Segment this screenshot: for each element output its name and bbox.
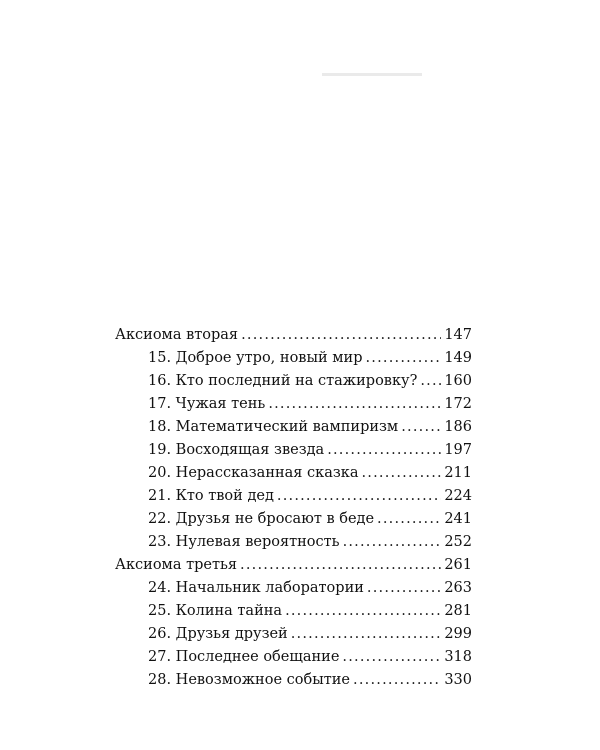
dot-leader: [366, 347, 442, 370]
toc-chapter-title: 18. Математический вампиризм: [148, 419, 399, 435]
dot-leader: [291, 623, 442, 646]
toc-part-title: Аксиома третья: [115, 557, 238, 573]
toc-page-number: 224: [444, 488, 472, 504]
dot-leader: [343, 531, 442, 554]
faint-show-through-mark: [322, 66, 422, 78]
toc-page-number: 330: [444, 672, 472, 688]
toc-page-number: 172: [444, 396, 472, 412]
toc-chapter-row[interactable]: [148, 393, 472, 416]
toc-page-number: 318: [444, 649, 472, 665]
toc-page-number: 263: [444, 580, 472, 596]
dot-leader: [377, 508, 441, 531]
toc-page-number: 160: [444, 373, 472, 389]
toc-chapter-row[interactable]: [148, 347, 472, 370]
dot-leader: [353, 669, 441, 692]
toc-chapter-row[interactable]: [148, 669, 472, 692]
toc-chapter-title: 25. Колина тайна: [148, 603, 283, 619]
dot-leader: [277, 485, 441, 508]
dot-leader: [342, 646, 441, 669]
toc-chapter-title: 20. Нерассказанная сказка: [148, 465, 359, 481]
toc-chapter-row[interactable]: [148, 600, 472, 623]
toc-page-number: 186: [444, 419, 472, 435]
toc-chapter-row[interactable]: [148, 646, 472, 669]
toc-chapter-title: 19. Восходящая звезда: [148, 442, 325, 458]
toc-page-number: 241: [444, 511, 472, 527]
toc-chapter-title: 24. Начальник лаборатории: [148, 580, 364, 596]
toc-chapter-row[interactable]: [148, 531, 472, 554]
dot-leader: [327, 439, 441, 462]
dot-leader: [268, 393, 441, 416]
toc-chapter-row[interactable]: [148, 577, 472, 600]
dot-leader: [367, 577, 441, 600]
toc-page-number: 211: [444, 465, 472, 481]
toc-chapter-title: 15. Доброе утро, новый мир: [148, 350, 363, 366]
toc-chapter-title: 21. Кто твой дед: [148, 488, 274, 504]
toc-chapter-title: 17. Чужая тень: [148, 396, 266, 412]
dot-leader: [362, 462, 442, 485]
toc-chapter-row[interactable]: [148, 485, 472, 508]
toc-chapter-title: 26. Друзья друзей: [148, 626, 288, 642]
toc-page-number: 147: [444, 327, 472, 343]
toc-chapter-title: 16. Кто последний на стажировку?: [148, 373, 418, 389]
toc-chapter-title: 27. Последнее обещание: [148, 649, 340, 665]
toc-chapter-row[interactable]: [148, 623, 472, 646]
toc-chapter-row[interactable]: [148, 462, 472, 485]
toc-chapter-row[interactable]: [148, 370, 472, 393]
toc-page-number: 261: [444, 557, 472, 573]
toc-part-row[interactable]: [115, 324, 472, 347]
dot-leader: [241, 324, 441, 347]
toc-page-number: 252: [444, 534, 472, 550]
toc-part-row[interactable]: [115, 554, 472, 577]
toc-chapter-title: 22. Друзья не бросают в беде: [148, 511, 375, 527]
toc-page-number: 149: [444, 350, 472, 366]
toc-part-title: Аксиома вторая: [115, 327, 239, 343]
toc-chapter-row[interactable]: [148, 416, 472, 439]
dot-leader: [240, 554, 441, 577]
dot-leader: [285, 600, 441, 623]
toc-page-number: 281: [444, 603, 472, 619]
toc-chapter-row[interactable]: [148, 508, 472, 531]
dot-leader: [401, 416, 441, 439]
dot-leader: [420, 370, 441, 393]
toc-chapter-row[interactable]: [148, 439, 472, 462]
toc-page-number: 299: [444, 626, 472, 642]
toc-chapter-title: 28. Невозможное событие: [148, 672, 351, 688]
toc-chapter-title: 23. Нулевая вероятность: [148, 534, 340, 550]
toc-page-number: 197: [444, 442, 472, 458]
